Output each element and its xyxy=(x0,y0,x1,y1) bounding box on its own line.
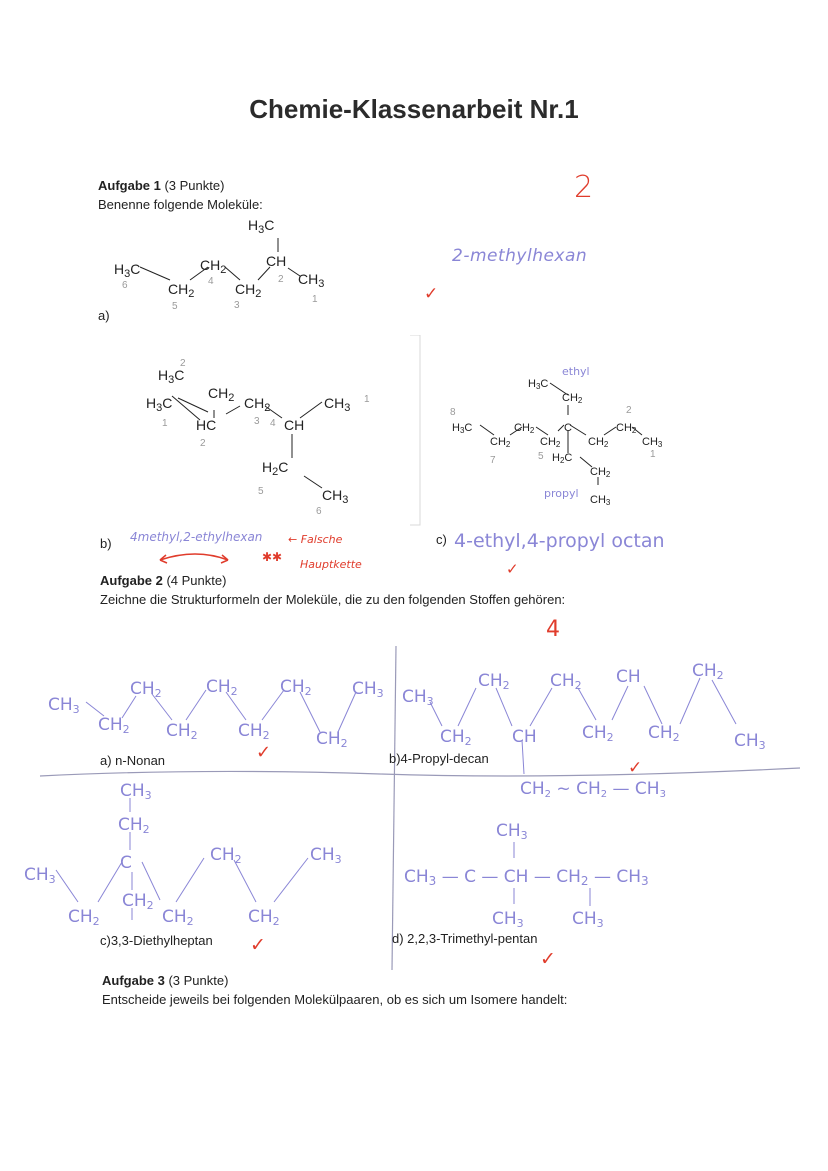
svg-text:CH2: CH2 xyxy=(514,422,535,435)
svg-text:CH2 ~ CH2 — CH3: CH2 ~ CH2 — CH3 xyxy=(520,779,666,800)
task1-instruction: Benenne folgende Moleküle: xyxy=(98,197,263,212)
task1-label-a: a) xyxy=(98,308,110,323)
svg-text:CH2: CH2 xyxy=(118,815,150,836)
check-mark-2c: ✓ xyxy=(250,934,266,956)
svg-text:3: 3 xyxy=(234,300,240,311)
svg-text:CH2: CH2 xyxy=(440,727,472,748)
svg-text:C: C xyxy=(564,422,572,434)
svg-text:CH2: CH2 xyxy=(162,907,194,928)
svg-text:CH2: CH2 xyxy=(122,891,154,912)
svg-text:CH3: CH3 xyxy=(310,845,342,866)
svg-text:CH2: CH2 xyxy=(616,422,637,435)
svg-text:H3C: H3C xyxy=(528,378,549,391)
svg-text:CH: CH xyxy=(284,417,305,433)
svg-text:CH2: CH2 xyxy=(316,729,348,750)
task2-instruction: Zeichne die Strukturformeln der Moleküle, die zu den folgenden Stoffen gehören: xyxy=(100,592,566,607)
task1-answer-b: 4methyl,2-ethylhexan xyxy=(130,530,263,544)
check-mark-2a: ✓ xyxy=(256,742,272,763)
task3-points: (3 Punkte) xyxy=(168,973,229,988)
svg-text:CH3: CH3 xyxy=(402,687,434,708)
svg-text:CH: CH xyxy=(512,727,537,747)
atom-h3c-a: $H_3C$ xyxy=(114,261,141,280)
task1-heading-line xyxy=(98,178,224,193)
task1-answer-a: 2-methylhexan xyxy=(452,246,588,266)
task2-label-b: b)4-Propyl-decan xyxy=(389,751,489,766)
svg-text:HC: HC xyxy=(196,417,217,433)
task1-label-b: b) xyxy=(100,536,112,551)
svg-text:CH2: CH2 xyxy=(98,715,130,736)
check-mark-2b: ✓ xyxy=(628,758,643,778)
task2-points: (4 Punkte) xyxy=(166,573,227,588)
svg-text:H3C: $H_3C$ xyxy=(158,367,185,386)
task3-instruction: Entscheide jeweils bei folgenden Molekülpaaren, ob es sich um Isomere handelt: xyxy=(102,992,568,1007)
page-title: Chemie-Klassenarbeit Nr.1 xyxy=(249,94,579,124)
svg-text:H2C: H2C xyxy=(552,452,573,465)
task2-label-a: a) n-Nonan xyxy=(100,753,166,768)
scribble-mark: ✱✱ xyxy=(262,550,283,564)
check-mark-a: ✓ xyxy=(424,284,439,304)
svg-text:1: 1 xyxy=(162,418,168,429)
svg-text:CH2: CH2 xyxy=(692,661,724,682)
molecule-c-structure xyxy=(410,335,710,530)
svg-text:7: 7 xyxy=(490,455,496,466)
svg-text:4: 4 xyxy=(270,418,276,429)
svg-text:6: 6 xyxy=(316,506,322,517)
svg-text:2: 2 xyxy=(626,405,632,416)
svg-text:CH: CH xyxy=(266,253,287,269)
svg-text:CH3: $CH_3$ xyxy=(324,395,351,414)
task2-heading-line xyxy=(100,573,226,588)
svg-text:1: 1 xyxy=(364,394,370,405)
correction-b-text1: Falsche xyxy=(300,533,343,546)
svg-text:CH2: CH2 xyxy=(582,723,614,744)
svg-text:H2C: $H_2C$ xyxy=(262,459,289,478)
svg-text:2: 2 xyxy=(200,438,206,449)
task2-label-d: d) 2,2,3-Trimethyl-pentan xyxy=(392,931,538,946)
task1-points: (3 Punkte) xyxy=(164,178,225,193)
svg-text:CH3: CH3 xyxy=(352,679,384,700)
svg-text:CH2: CH2 xyxy=(130,679,162,700)
svg-text:CH2: CH2 xyxy=(280,677,312,698)
svg-text:H3C: $H_3C$ xyxy=(248,217,275,236)
svg-text:CH2: CH2 xyxy=(206,677,238,698)
svg-text:1: 1 xyxy=(650,449,656,460)
svg-text:C: C xyxy=(120,853,132,873)
swap-arrow-icon xyxy=(156,548,236,570)
svg-text:CH2: CH2 xyxy=(648,723,680,744)
svg-text:2: 2 xyxy=(180,358,186,369)
task2-heading: Aufgabe 2 xyxy=(100,573,163,588)
task1-heading: Aufgabe 1 xyxy=(98,178,161,193)
correction-b-line1: ← Falsche xyxy=(288,533,343,546)
svg-text:CH2: CH2 xyxy=(562,392,583,405)
svg-text:CH3: CH3 xyxy=(734,731,766,752)
svg-text:CH3: CH3 xyxy=(24,865,56,886)
svg-text:CH2: $CH_2$ xyxy=(200,257,227,276)
svg-text:CH2: CH2 xyxy=(238,721,270,742)
svg-text:5: 5 xyxy=(172,301,178,312)
svg-text:CH3: $CH_3$ xyxy=(322,487,349,506)
svg-text:6: 6 xyxy=(122,280,128,291)
task1-score: 2 xyxy=(574,170,594,205)
task3-heading-line xyxy=(102,973,228,988)
svg-text:CH2: $CH_2$ xyxy=(244,395,271,414)
svg-text:CH3: $CH_3$ xyxy=(298,271,325,290)
svg-text:CH3: CH3 xyxy=(496,821,528,842)
svg-text:5: 5 xyxy=(538,451,544,462)
molecule-a-structure xyxy=(100,212,360,322)
task2-drawing-area xyxy=(0,640,828,980)
svg-text:4: 4 xyxy=(208,276,214,287)
svg-text:CH2: CH2 xyxy=(588,436,609,449)
svg-text:CH3: CH3 xyxy=(48,695,80,716)
svg-text:CH2: CH2 xyxy=(478,671,510,692)
task2-score: 4 xyxy=(546,617,560,642)
svg-text:8: 8 xyxy=(450,407,456,418)
svg-text:CH2: CH2 xyxy=(490,436,511,449)
correction-b-line2: Hauptkette xyxy=(300,558,362,571)
svg-text:CH3: CH3 xyxy=(492,909,524,930)
svg-text:CH2: $CH_2$ xyxy=(235,281,262,300)
svg-text:CH2: CH2 xyxy=(248,907,280,928)
check-mark-2d: ✓ xyxy=(540,948,556,970)
svg-text:CH2: $CH_2$ xyxy=(168,281,195,300)
svg-text:CH2: $CH_2$ xyxy=(208,385,235,404)
svg-text:CH3: CH3 xyxy=(572,909,604,930)
svg-text:3: 3 xyxy=(254,416,260,427)
svg-text:CH3 — C — CH — CH2 — CH3: CH3 — C — CH — CH2 — CH3 xyxy=(404,867,649,888)
svg-text:CH2: CH2 xyxy=(210,845,242,866)
svg-text:CH3: CH3 xyxy=(590,494,611,507)
svg-text:H3C: H3C xyxy=(452,422,473,435)
svg-text:CH2: CH2 xyxy=(68,907,100,928)
svg-text:CH3: CH3 xyxy=(642,436,663,449)
molecule-b-structure xyxy=(140,350,380,520)
svg-text:CH3: CH3 xyxy=(120,781,152,802)
task3-heading: Aufgabe 3 xyxy=(102,973,165,988)
svg-text:CH2: CH2 xyxy=(166,721,198,742)
svg-text:H3C: $H_3C$ xyxy=(146,395,173,414)
task1-answer-c: 4-ethyl,4-propyl octan xyxy=(454,530,665,552)
task1-label-c: c) xyxy=(436,532,447,547)
svg-text:CH2: CH2 xyxy=(590,466,611,479)
svg-text:CH: CH xyxy=(616,667,641,687)
svg-text:1: 1 xyxy=(312,294,318,305)
svg-text:CH2: CH2 xyxy=(550,671,582,692)
svg-text:CH2: CH2 xyxy=(540,436,561,449)
check-mark-c: ✓ xyxy=(506,560,519,578)
task2-label-c: c)3,3-Diethylheptan xyxy=(100,933,213,948)
note-ethyl: ethyl xyxy=(562,365,590,378)
svg-text:5: 5 xyxy=(258,486,264,497)
note-propyl: propyl xyxy=(544,487,579,500)
svg-text:2: 2 xyxy=(278,274,284,285)
